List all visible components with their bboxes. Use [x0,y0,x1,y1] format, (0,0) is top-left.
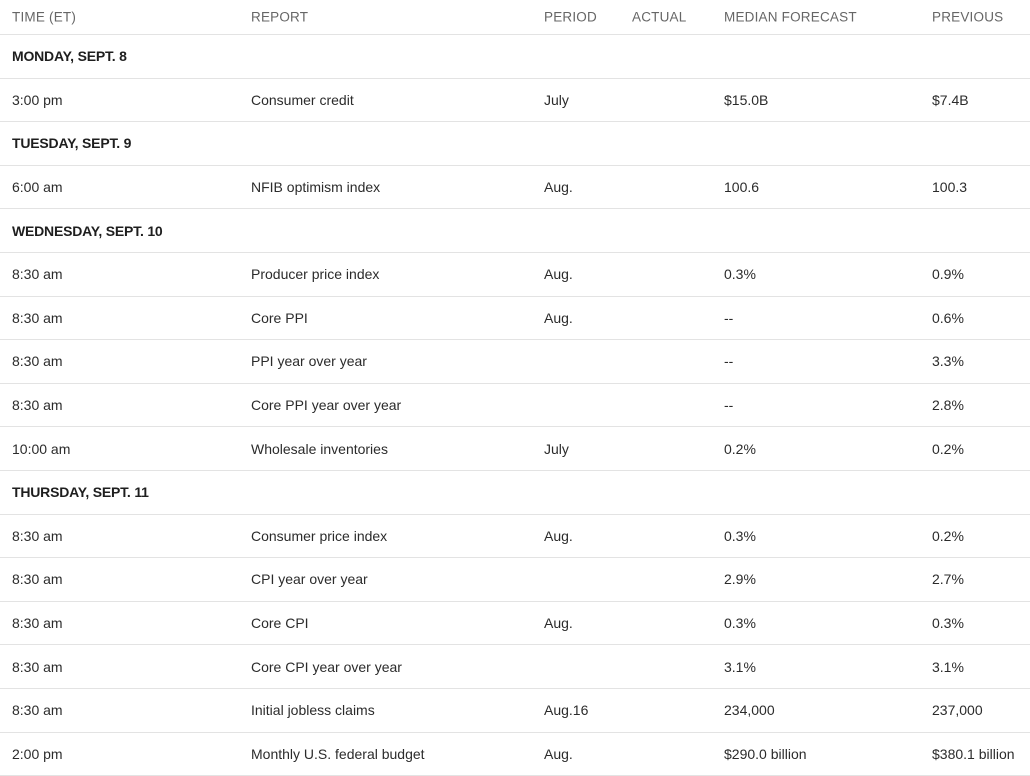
cell-median-forecast: 0.3% [724,616,756,630]
cell-report: PPI year over year [251,354,367,368]
table-row [0,733,1030,776]
cell-report: CPI year over year [251,572,368,586]
cell-period: Aug. [544,747,573,761]
table-row [0,515,1030,559]
cell-period: Aug. [544,311,573,325]
cell-median-forecast: -- [724,398,733,412]
cell-time: 8:30 am [12,398,63,412]
table-row [0,253,1030,297]
cell-median-forecast: 2.9% [724,572,756,586]
cell-report: Core CPI year over year [251,660,402,674]
cell-report: Wholesale inventories [251,442,388,456]
cell-previous: 2.7% [932,572,964,586]
table-row [0,340,1030,384]
day-heading-row [0,35,1030,79]
cell-median-forecast: 0.3% [724,267,756,281]
cell-time: 2:00 pm [12,747,63,761]
cell-report: Core CPI [251,616,309,630]
cell-median-forecast: 0.2% [724,442,756,456]
cell-previous: 3.1% [932,660,964,674]
cell-median-forecast: 3.1% [724,660,756,674]
table-row [0,297,1030,341]
cell-period: Aug. [544,267,573,281]
cell-previous: 100.3 [932,180,967,194]
cell-report: Core PPI year over year [251,398,401,412]
cell-previous: $7.4B [932,93,969,107]
table-row [0,689,1030,733]
cell-time: 8:30 am [12,529,63,543]
table-row [0,645,1030,689]
cell-previous: 0.2% [932,529,964,543]
cell-median-forecast: -- [724,311,733,325]
column-header-actual: ACTUAL [632,10,686,24]
day-heading: THURSDAY, SEPT. 11 [12,485,149,499]
day-heading-row [0,209,1030,253]
cell-time: 10:00 am [12,442,70,456]
cell-report: NFIB optimism index [251,180,380,194]
cell-report: Core PPI [251,311,308,325]
day-heading: WEDNESDAY, SEPT. 10 [12,224,163,238]
column-header-time: TIME (ET) [12,10,76,24]
cell-time: 8:30 am [12,660,63,674]
cell-period: Aug. [544,180,573,194]
cell-previous: 0.9% [932,267,964,281]
cell-time: 6:00 am [12,180,63,194]
table-row [0,384,1030,428]
cell-report: Monthly U.S. federal budget [251,747,425,761]
cell-period: Aug. [544,616,573,630]
table-row [0,602,1030,646]
cell-time: 8:30 am [12,311,63,325]
column-header-report: REPORT [251,10,308,24]
cell-median-forecast: -- [724,354,733,368]
cell-median-forecast: $15.0B [724,93,768,107]
day-heading-row [0,122,1030,166]
cell-report: Consumer price index [251,529,387,543]
cell-previous: 2.8% [932,398,964,412]
cell-median-forecast: 234,000 [724,703,775,717]
cell-report: Consumer credit [251,93,354,107]
cell-period: Aug. [544,529,573,543]
cell-previous: 3.3% [932,354,964,368]
cell-time: 8:30 am [12,572,63,586]
cell-median-forecast: 100.6 [724,180,759,194]
table-header-row [0,0,1030,35]
cell-previous: 0.6% [932,311,964,325]
cell-previous: 0.2% [932,442,964,456]
cell-period: July [544,442,569,456]
cell-median-forecast: 0.3% [724,529,756,543]
cell-report: Producer price index [251,267,379,281]
day-heading: TUESDAY, SEPT. 9 [12,136,131,150]
cell-median-forecast: $290.0 billion [724,747,807,761]
cell-previous: 237,000 [932,703,983,717]
cell-previous: 0.3% [932,616,964,630]
column-header-previous: PREVIOUS [932,10,1003,24]
cell-report: Initial jobless claims [251,703,375,717]
day-heading: MONDAY, SEPT. 8 [12,49,127,63]
cell-time: 8:30 am [12,616,63,630]
cell-time: 3:00 pm [12,93,63,107]
cell-time: 8:30 am [12,703,63,717]
table-row [0,427,1030,471]
table-row [0,79,1030,123]
cell-period: Aug.16 [544,703,588,717]
cell-time: 8:30 am [12,267,63,281]
day-heading-row [0,471,1030,515]
cell-period: July [544,93,569,107]
cell-time: 8:30 am [12,354,63,368]
cell-previous: $380.1 billion [932,747,1015,761]
table-body [0,35,1030,776]
column-header-period: PERIOD [544,10,597,24]
table-row [0,558,1030,602]
column-header-median-forecast: MEDIAN FORECAST [724,10,857,24]
table-row [0,166,1030,210]
